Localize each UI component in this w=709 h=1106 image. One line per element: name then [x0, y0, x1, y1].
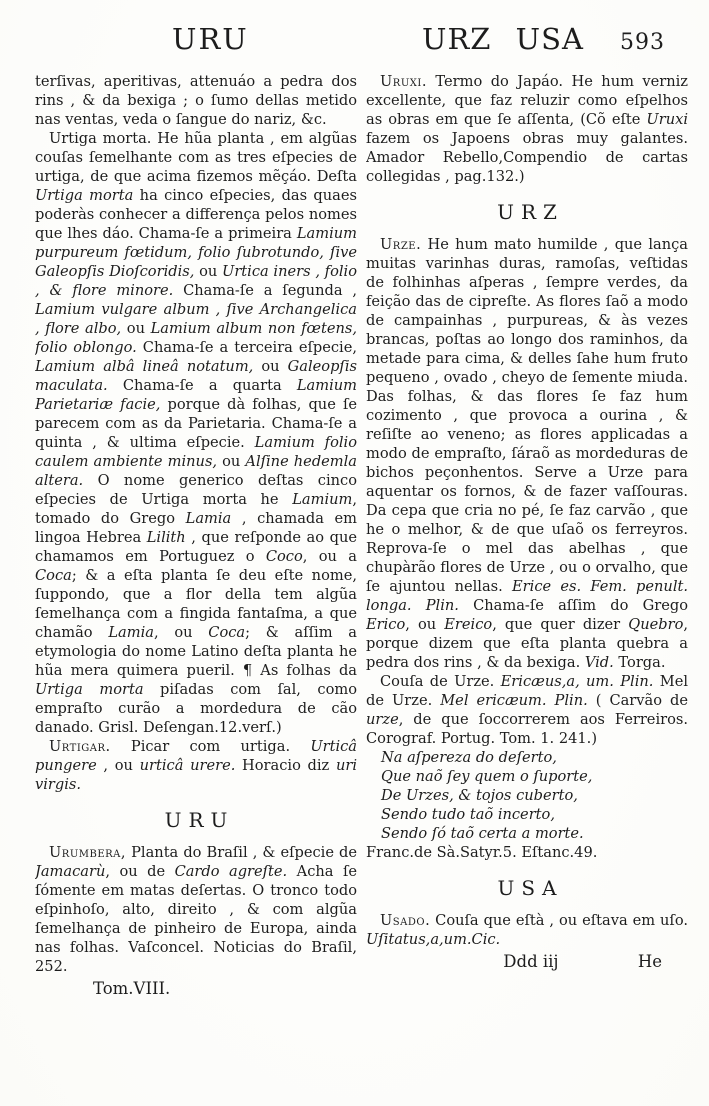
body-text: , ou	[405, 616, 445, 633]
body-text: ou	[253, 358, 288, 375]
latin-italic-text: Cardo agreſte.	[174, 863, 288, 880]
page-number: 593	[620, 30, 665, 55]
body-text: , de que ſoccorrerem aos Ferreiros. Corograf. Portug. Tom. 1. 241.)	[366, 711, 688, 747]
body-text: Chama-ſe aſſim do Grego	[458, 597, 688, 614]
entry-paragraph	[35, 843, 357, 976]
body-text: , que quer dizer	[492, 616, 629, 633]
body-text: , ou	[153, 624, 209, 641]
latin-italic-text: Urticâ pungere	[35, 738, 357, 774]
running-head	[0, 0, 709, 70]
entry-headword: Urumbera,	[49, 844, 127, 861]
latin-italic-text: Galeopſis maculata.	[35, 358, 357, 394]
body-text: Chama-ſe a ſegunda ,	[173, 282, 357, 299]
column-right	[366, 72, 688, 1086]
latin-italic-text: Uſitatus,a,um.Cic.	[366, 931, 501, 948]
latin-italic-text: Coco	[265, 548, 303, 565]
section-heading: USA	[497, 876, 564, 900]
signature-row	[35, 979, 357, 998]
entry-paragraph	[35, 737, 357, 794]
body-text: ha cinco eſpecies, das quaes poderàs conhecer a differença pelos nomes que lhes dáo. Chama-ſe a primeira	[35, 187, 357, 242]
body-text: Urtiga morta. He hũa planta , em algũas couſas ſemelhante com as tres eſpecies de urtiga, de que acima fizemos mẽçáo. Deſta	[35, 130, 357, 185]
latin-italic-text: Urtiga morta	[35, 187, 134, 204]
latin-italic-text: Lamium	[292, 491, 353, 508]
latin-italic-text: Urtica iners , folio , & flore minore.	[35, 263, 357, 299]
body-text: Acha ſe ſómente em matas deſertas. O tronco todo eſpinhoſo, alto, direito , & com algũa ſemelhança de pinheiro de Europa, ainda nas folhas. Vaſconcel. Noticias do Braſil, 252.	[35, 863, 357, 975]
body-text: , tomado do Grego	[35, 491, 357, 527]
entry-paragraph	[366, 672, 688, 748]
verse-line: Sendo ſó taõ certa a morte.	[381, 825, 584, 842]
latin-italic-text: Uruxi	[646, 111, 688, 128]
latin-italic-text: Lamia	[108, 624, 154, 641]
entry-paragraph	[366, 911, 688, 949]
verse-quotation	[366, 748, 688, 843]
continuation-paragraph	[35, 72, 357, 129]
body-text: , que reſponde ao que chamamos em Portuguez o	[35, 529, 357, 565]
verse-line: Na aſpereza do deſerto,	[381, 749, 557, 766]
body-text: O nome generico deſtas cinco eſpecies de Urtiga morta he	[35, 472, 357, 508]
latin-italic-text: Ereico	[444, 616, 493, 633]
body-text: He hum mato humilde , que lança muitas varinhas duras, ramoſas, veſtidas de folhinhas aſperas , ſempre verdes, da feição das de cipreſte. As flores ſaõ a modo de campainhas , purpureas, & às vezes brancas, poſtas ao longo dos raminhos, da metade para cima, & delles ſahe hum fruto pequeno , ovado , cheyo de ſemente miuda. Das folhas, & das flores ſe faz hum cozimento , que provoca a ourina , & reſiſte ao veneno; as flores applicadas a modo de empraſto, ſáraõ as mordeduras de bichos peçonhentos. Serve a Urze para aquentar os fornos, & de fazer vaſſouras. Da cepa que cria no pé, ſe faz carvão , que he o melhor, & de que uſaõ os ferreyros. Reprova-ſe o mel das abelhas , que chupàrão flores de Urze , ou o orvalho, que ſe ajuntou nellas.	[366, 236, 688, 595]
body-text: porque dà folhas, que ſe parecem com as da Parietaria. Chama-ſe a quinta , & ultima eſpecie.	[35, 396, 357, 451]
body-text: Horacio diz	[235, 757, 336, 774]
running-head-right: URZ USA	[422, 22, 584, 56]
verse-line: Sendo tudo taõ incerto,	[381, 806, 555, 823]
citation-line: Franc.de Sà.Satyr.5. Eſtanc.49.	[366, 844, 598, 861]
latin-italic-text: Erice es. Fem. penult. longa. Plin.	[366, 578, 688, 614]
entry-paragraph	[366, 235, 688, 672]
entry-headword: Uruxi.	[380, 73, 427, 90]
latin-italic-text: Erico	[366, 616, 406, 633]
latin-italic-text: Ericæus,a, um. Plin.	[500, 673, 654, 690]
latin-italic-text: Lilith	[146, 529, 186, 546]
body-text: Planta do Braſil , & eſpecie de	[126, 844, 357, 861]
verse-line: Que naõ ſey quem o ſuporte,	[381, 768, 593, 785]
body-text: fazem os Japoens obras muy galantes. Amador Rebello,Compendio de cartas collegidas , pag.132.)	[366, 130, 688, 185]
body-text: Couſa que eſtà , ou eſtava em uſo.	[430, 912, 688, 929]
body-text: Couſa de Urze.	[380, 673, 501, 690]
latin-italic-text: Vid.	[584, 654, 614, 671]
column-left	[35, 72, 357, 1086]
body-text: Mel de Urze.	[366, 673, 688, 709]
catchword	[331, 979, 357, 998]
verse-line: De Urzes, & tojos cuberto,	[381, 787, 578, 804]
body-text: Termo do Japáo. He hum verniz excellente, que faz reluzir como eſpelhos as obras em que ſe aſſenta, (Cõ eſte	[366, 73, 688, 128]
latin-italic-text: Jamacarù	[35, 863, 106, 880]
body-text: ou	[194, 263, 223, 280]
body-text: , ou de	[105, 863, 175, 880]
body-text: terſivas, aperitivas, attenuáo a pedra dos rins , & da bexiga ; o ſumo dellas metido nas ventas, veda o ſangue do nariz, &c.	[35, 73, 357, 128]
entry-headword: Usado.	[380, 912, 431, 929]
latin-italic-text: Lamium album non fœtens, folio oblongo.	[35, 320, 357, 356]
latin-italic-text: uri virgis.	[35, 757, 357, 793]
latin-italic-text: Alſine hedemla altera.	[35, 453, 357, 489]
body-text: ( Carvão de	[587, 692, 688, 709]
body-text: piſadas com ſal, como empraſto curão a mordedura de cão danado. Grisl. Deſengan.12.verſ.)	[35, 681, 357, 736]
body-text: , ou a	[302, 548, 357, 565]
signature-mark: Tom.VIII.	[93, 979, 171, 998]
latin-italic-text: urze	[366, 711, 399, 728]
body-text: , ou	[96, 757, 140, 774]
entry-paragraph	[35, 129, 357, 737]
body-text: ou	[121, 320, 151, 337]
latin-italic-text: Lamium Parietariæ facie,	[35, 377, 357, 413]
latin-italic-text: Lamium purpureum fœtidum, folio ſubrotundo, ſive Galeopſis Dioſcoridis,	[35, 225, 357, 280]
body-text: ou	[217, 453, 246, 470]
latin-italic-text: Coca	[208, 624, 246, 641]
latin-italic-text: Lamia	[185, 510, 232, 527]
body-text: Torga.	[613, 654, 666, 671]
latin-italic-text: urticâ urere.	[139, 757, 236, 774]
entry-headword: Urze.	[380, 236, 422, 253]
latin-italic-text: Coca	[35, 567, 72, 584]
body-text: Picar com urtiga.	[110, 738, 311, 755]
signature-row	[366, 952, 688, 971]
latin-italic-text: Urtiga morta	[35, 681, 144, 698]
body-text: ; & a eſta planta ſe deu eſte nome, ſuppondo, que a flor della tem algũa ſemelhança com a fingida fantaſma, a que chamão	[35, 567, 357, 641]
section-heading: URU	[164, 808, 235, 832]
body-text: Chama-ſe a terceira eſpecie,	[136, 339, 357, 356]
catchword: He	[637, 952, 662, 971]
section-heading: URZ	[497, 200, 564, 224]
body-text: ; & aſſim a etymologia do nome Latino deſta planta he hũa mera quimera pueril. ¶ As folhas da	[35, 624, 357, 679]
entry-paragraph	[366, 72, 688, 186]
body-text: , porque dizem que eſta planta quebra a pedra dos rins , & da bexiga.	[366, 616, 688, 671]
latin-italic-text: Lamium folio caulem ambiente minus,	[35, 434, 357, 470]
text-columns	[0, 72, 709, 1086]
signature-mark: Ddd iij	[503, 952, 559, 971]
latin-italic-text: Lamium vulgare album , ſive Archangelica , flore albo,	[35, 301, 357, 337]
running-head-left: URU	[172, 22, 249, 56]
body-text: Chama-ſe a quarta	[107, 377, 297, 394]
latin-italic-text: Lamium albâ lineâ notatum,	[35, 358, 254, 375]
latin-italic-text: Mel ericæum. Plin.	[440, 692, 588, 709]
signature-mark	[366, 952, 424, 971]
entry-headword: Urtigar.	[49, 738, 111, 755]
latin-italic-text: Quebro	[628, 616, 684, 633]
body-text: , chamada em lingoa Hebrea	[35, 510, 357, 546]
